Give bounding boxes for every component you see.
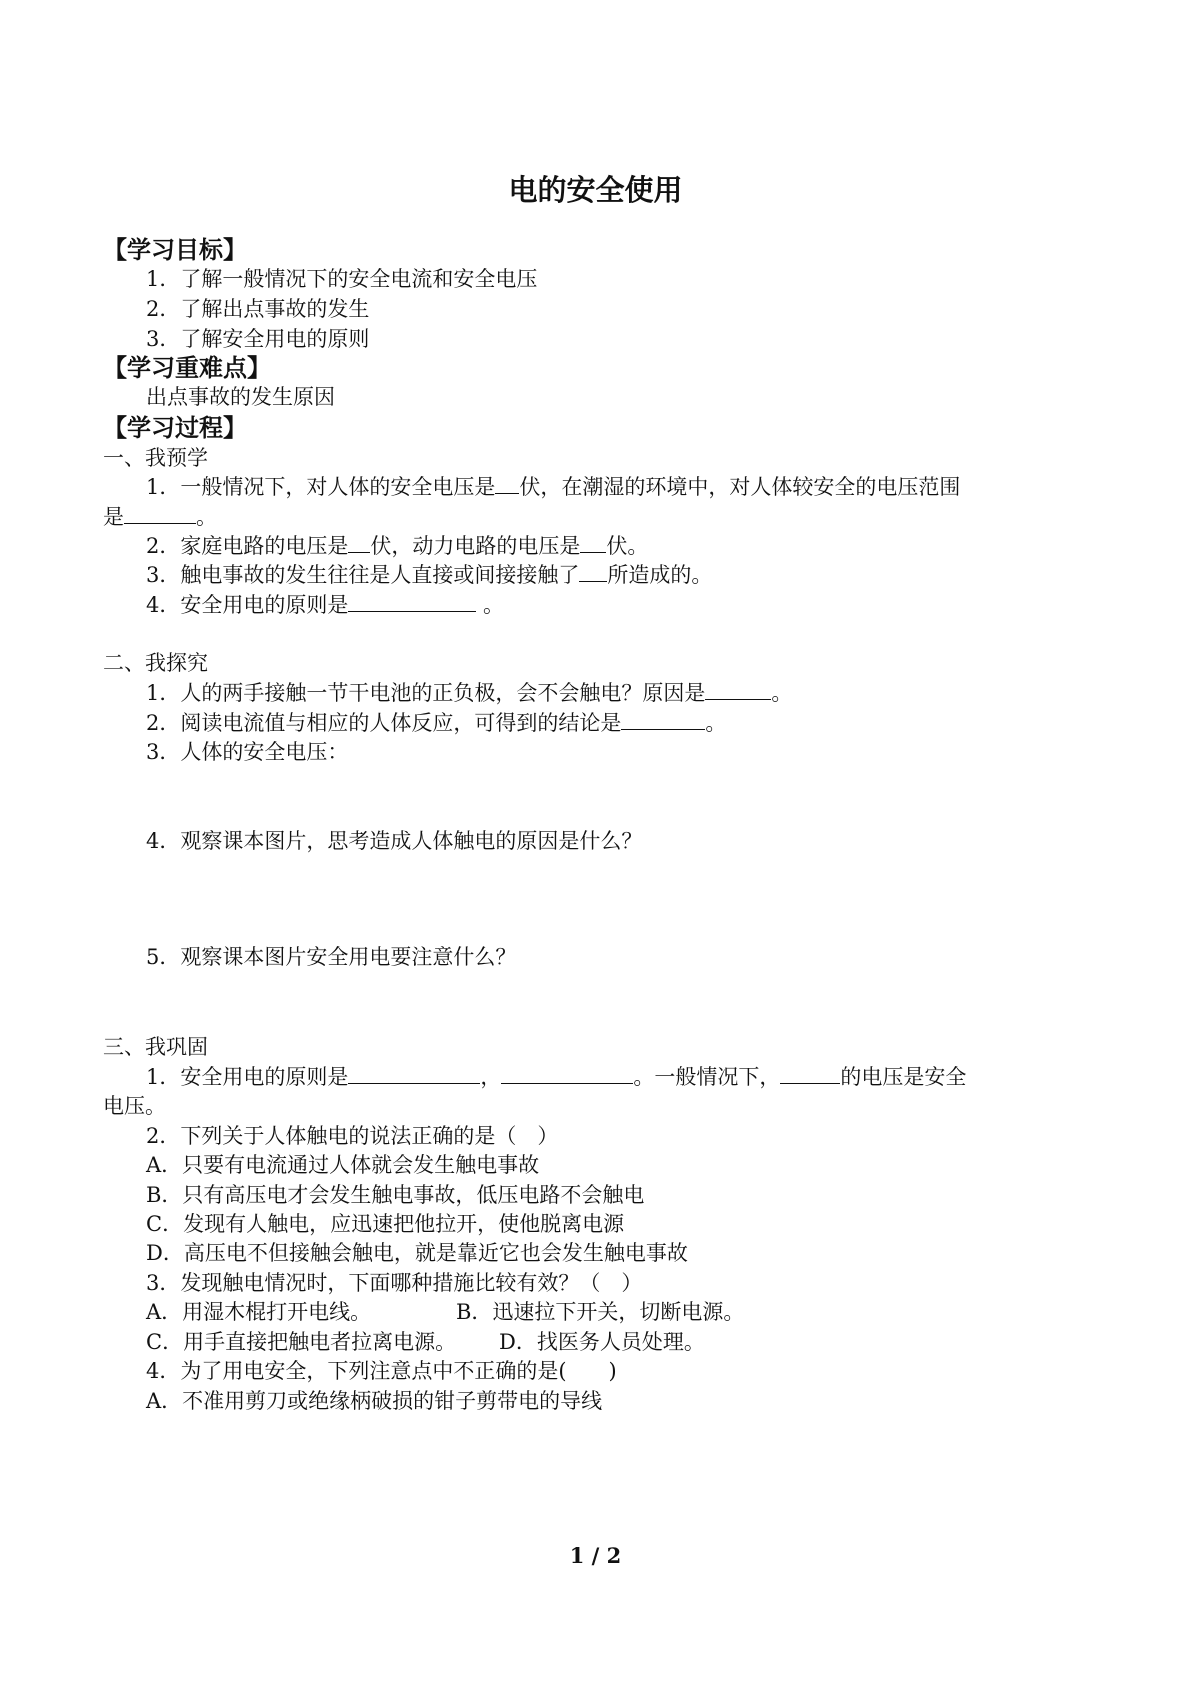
text: 2．阅读电流值与相应的人体反应，可得到的结论是 [146, 711, 622, 735]
answer-blank [348, 532, 370, 553]
q3-option-a: A．用湿木棍打开电线。 [146, 1300, 372, 1324]
answer-blank [348, 1063, 480, 1084]
text: 1．人的两手接触一节干电池的正负极，会不会触电？原因是 [146, 681, 706, 705]
consolidate-q4: 4．为了用电安全，下列注意点中不正确的是( ) [146, 1359, 617, 1383]
explore-q5: 5．观察课本图片安全用电要注意什么？ [146, 945, 517, 969]
answer-blank [501, 1063, 633, 1084]
consolidate-q2: 2．下列关于人体触电的说法正确的是（ ） [146, 1124, 559, 1148]
q2-option-a: A．只要有电流通过人体就会发生触电事故 [146, 1153, 540, 1177]
q2-option-c: C．发现有人触电，应迅速把他拉开，使他脱离电源 [146, 1212, 625, 1236]
preview-q1-cont [103, 502, 217, 532]
answer-blank [580, 532, 606, 553]
text: 3．触电事故的发生往往是人直接或间接接触了 [146, 563, 580, 587]
answer-blank [621, 709, 705, 730]
objective-item: 2．了解出点事故的发生 [146, 297, 370, 321]
consolidate-q1-cont: 电压。 [103, 1094, 166, 1118]
consolidate-heading: 三、我巩固 [103, 1035, 208, 1059]
text: 伏，在潮湿的环境中，对人体较安全的电压范围 [519, 475, 961, 499]
consolidate-q3: 3．发现触电情况时，下面哪种措施比较有效？（ ） [146, 1271, 643, 1295]
explore-q2 [146, 708, 726, 738]
text: 4．安全用电的原则是 [146, 593, 349, 617]
preview-heading: 一、我预学 [103, 446, 208, 470]
preview-q4 [146, 590, 504, 620]
text: 1．安全用电的原则是 [146, 1065, 349, 1089]
explore-q4: 4．观察课本图片，思考造成人体触电的原因是什么？ [146, 829, 643, 853]
page-number: 1 / 2 [569, 1543, 622, 1568]
keypoints-heading: 【学习重难点】 [103, 354, 271, 382]
consolidate-q1 [146, 1062, 966, 1092]
objective-item: 1．了解一般情况下的安全电流和安全电压 [146, 267, 538, 291]
preview-q1 [146, 472, 960, 502]
preview-q2 [146, 531, 648, 561]
text: 是 [103, 505, 124, 529]
text: 。 [196, 505, 217, 529]
answer-blank [780, 1063, 840, 1084]
text: 。 [705, 711, 727, 735]
page-title: 电的安全使用 [508, 173, 683, 207]
objective-item: 3．了解安全用电的原则 [146, 327, 370, 351]
q2-option-b: B．只有高压电才会发生触电事故，低压电路不会触电 [146, 1183, 645, 1207]
explore-q1 [146, 678, 792, 708]
q3-option-c: C．用手直接把触电者拉离电源。 [146, 1330, 457, 1354]
text: 。 [476, 593, 505, 617]
answer-blank [705, 679, 771, 700]
text: 。 [771, 681, 793, 705]
answer-blank [124, 503, 196, 524]
text: 的电压是安全 [840, 1065, 967, 1089]
objectives-heading: 【学习目标】 [103, 236, 247, 264]
answer-blank [348, 591, 476, 612]
answer-blank [579, 561, 607, 582]
text: 伏。 [606, 534, 649, 558]
q3-option-d: D．找医务人员处理。 [499, 1330, 705, 1354]
text: 所造成的。 [607, 563, 713, 587]
q3-option-b: B．迅速拉下开关，切断电源。 [456, 1300, 745, 1324]
q4-option-a: A．不准用剪刀或绝缘柄破损的钳子剪带电的导线 [146, 1389, 603, 1413]
text: 。一般情况下， [633, 1065, 781, 1089]
explore-heading: 二、我探究 [103, 651, 208, 675]
q2-option-d: D．高压电不但接触会触电，就是靠近它也会发生触电事故 [146, 1241, 688, 1265]
process-heading: 【学习过程】 [103, 414, 247, 442]
explore-q3: 3．人体的安全电压： [146, 740, 349, 764]
keypoints-text: 出点事故的发生原因 [146, 385, 335, 409]
text: 2．家庭电路的电压是 [146, 534, 349, 558]
text: 1．一般情况下，对人体的安全电压是 [146, 475, 496, 499]
text: ， [480, 1065, 502, 1089]
preview-q3 [146, 560, 712, 590]
text: 伏，动力电路的电压是 [370, 534, 581, 558]
answer-blank [495, 473, 519, 494]
